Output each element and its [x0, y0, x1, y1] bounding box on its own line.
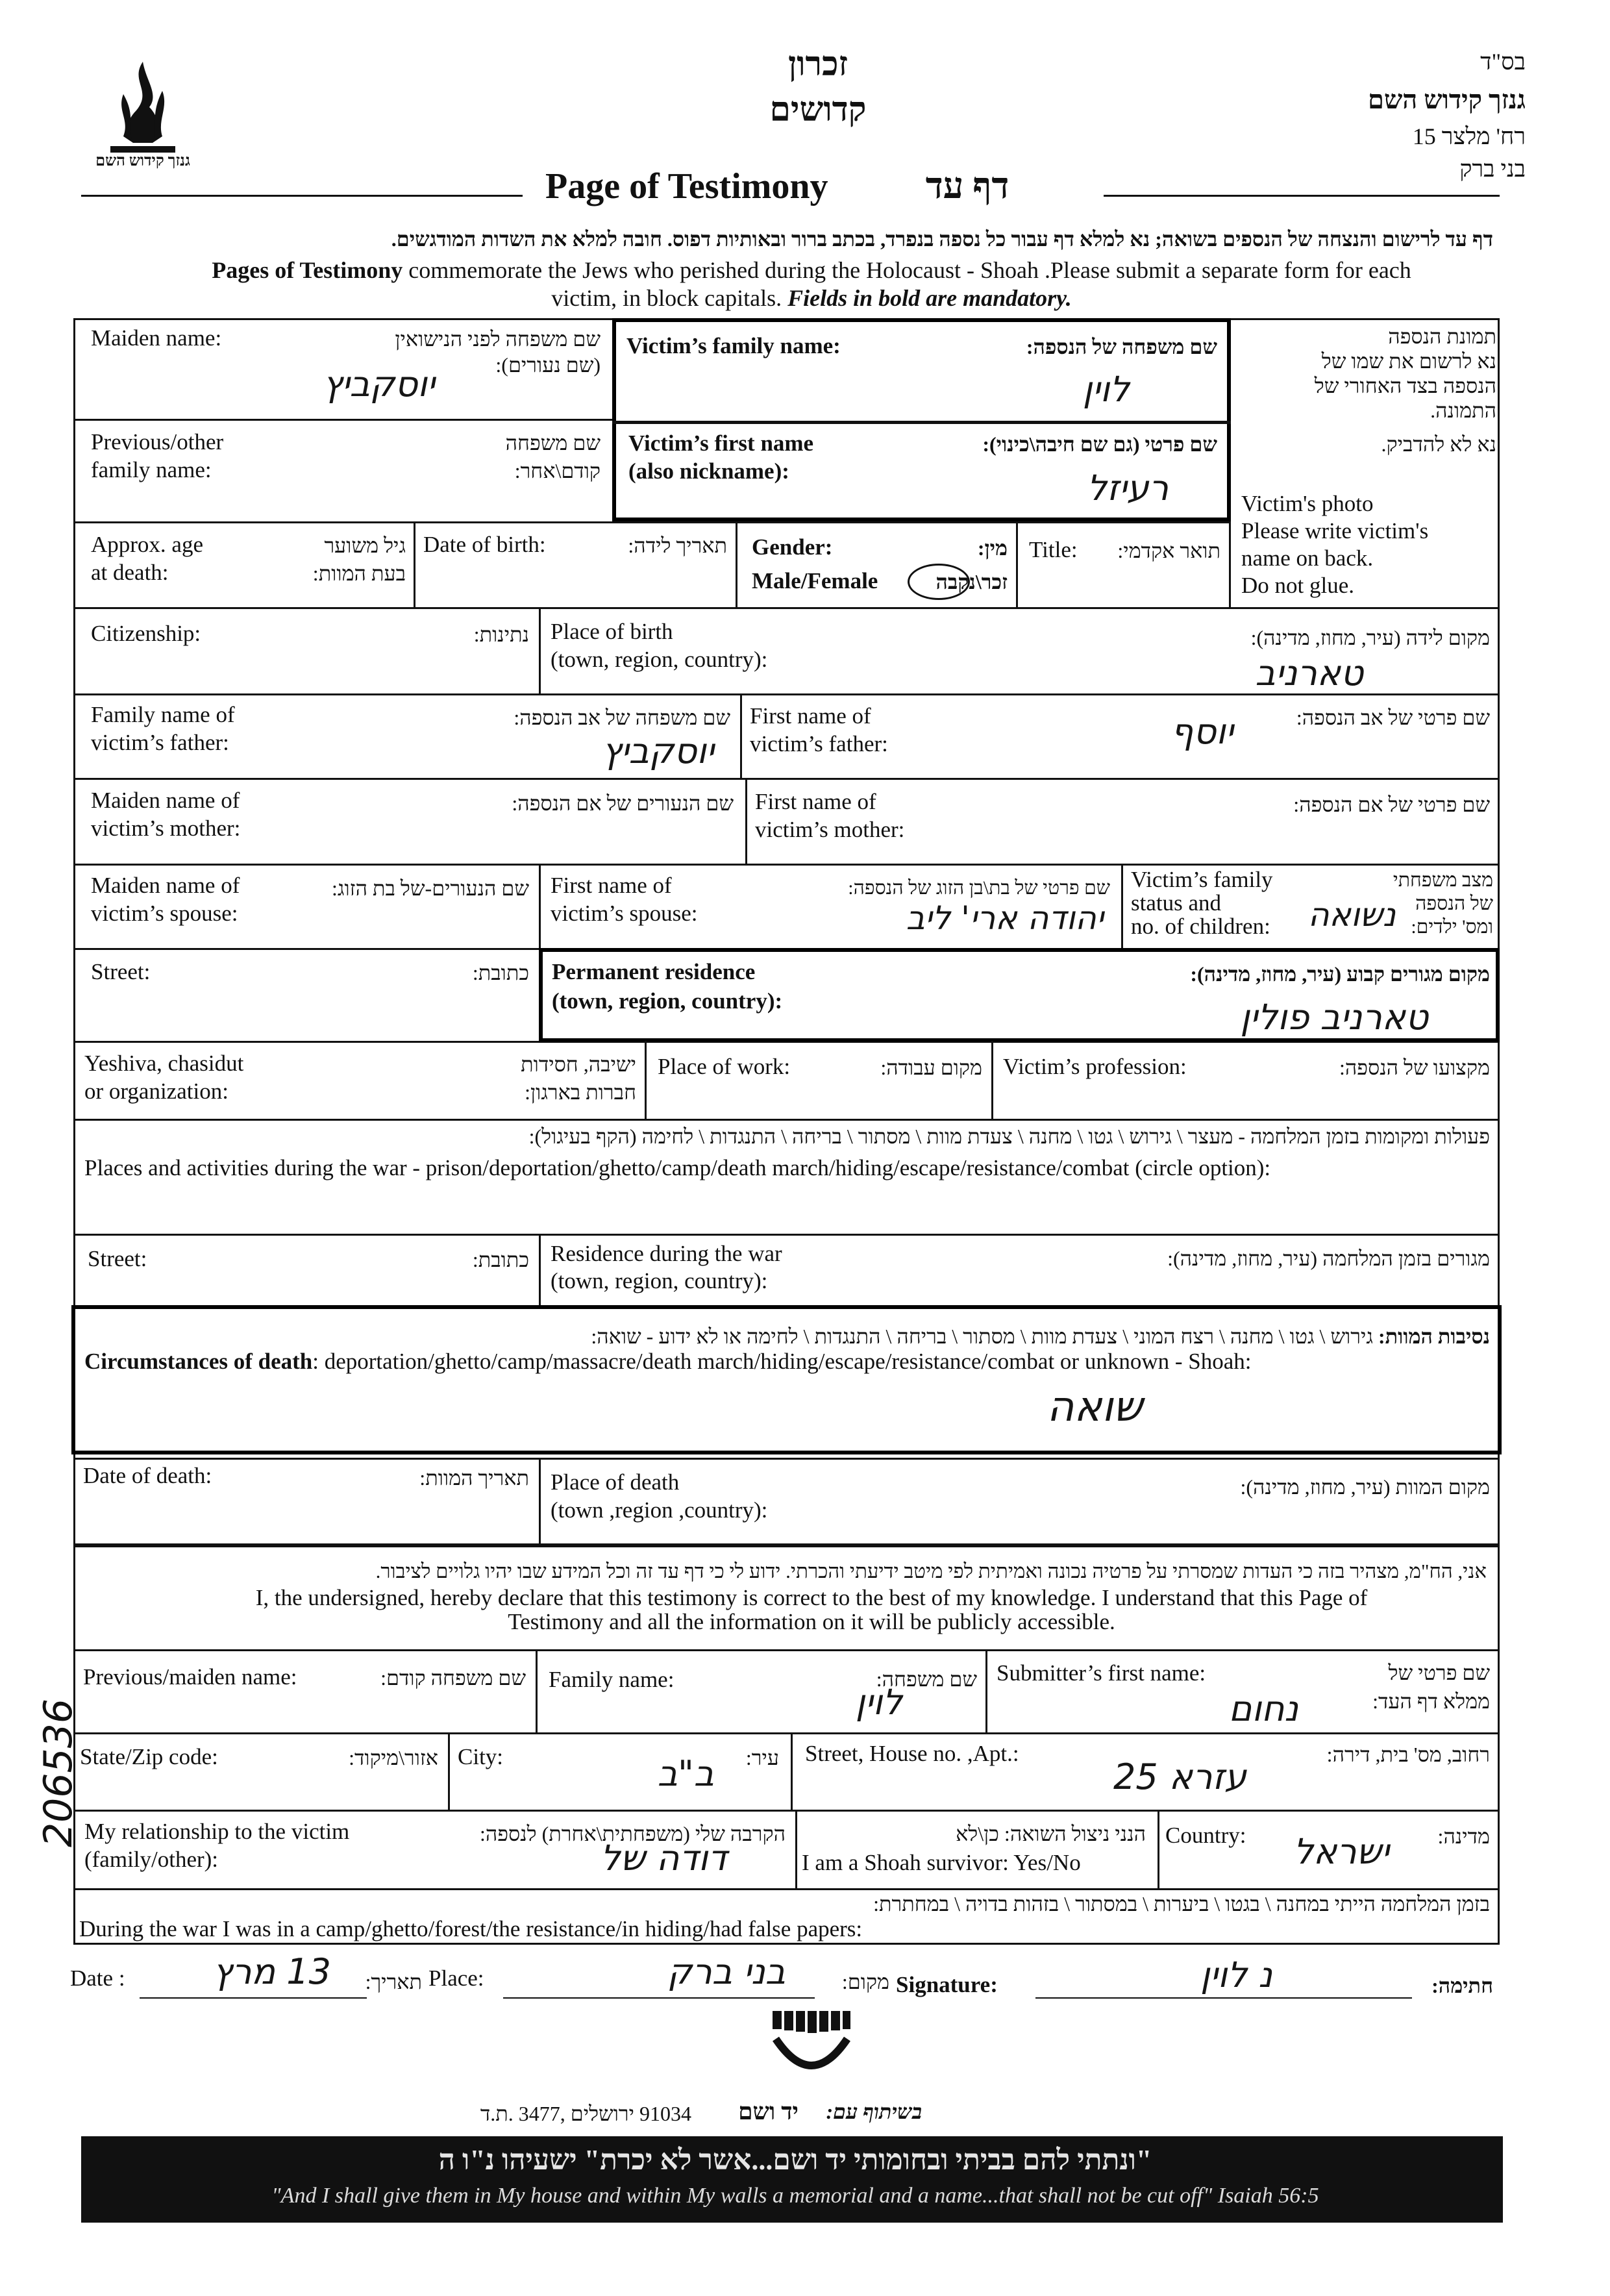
- spouse-maiden-label-he: שם הנעורים-של בת הזוג:: [332, 877, 529, 900]
- col-line: [991, 1041, 993, 1119]
- zip-label-he: אזור\מיקוד:: [349, 1746, 438, 1769]
- citizenship-label-he: נתינות:: [473, 623, 529, 646]
- address-label-he: רחוב, מס' בית, דירה:: [1326, 1743, 1490, 1766]
- col-line: [539, 1234, 541, 1305]
- intro-english-2: [65, 284, 1558, 312]
- header-zikaron: זכרון: [787, 46, 848, 83]
- row-line: [73, 1649, 1500, 1651]
- citizenship-label: Citizenship:: [91, 621, 201, 646]
- photo-note-he2: נא לרשום את שמו של: [1321, 349, 1496, 373]
- maiden-name-value[interactable]: יוסקביץ: [323, 364, 435, 405]
- activities-label: Places and activities during the war - prison/deportation/ghetto/camp/death march/hiding/escape/resistance/combat (circle option):: [84, 1155, 1271, 1180]
- perm-label-he: מקום מגורים קבוע (עיר, מחוז, מדינה):: [1190, 962, 1490, 986]
- work-label-he: מקום עבודה:: [880, 1056, 982, 1079]
- col-line: [645, 1041, 647, 1119]
- row-line: [73, 1888, 1500, 1890]
- col-line: [539, 607, 541, 693]
- father-first-label-he: שם פרטי של אב הנספה:: [1296, 706, 1490, 729]
- footer-address: 91034 ירושלים ,3477 .ת.ד: [480, 2102, 691, 2125]
- yeshiva-label-2: or organization:: [84, 1079, 229, 1104]
- circumstances-value[interactable]: שואה: [1046, 1383, 1143, 1431]
- declaration-en-1: I, the undersigned, hereby declare that this testimony is correct to the best of my knowledge. I understand that this Page of: [255, 1585, 1368, 1610]
- previous-name-label-he2: קודם\אחר:: [514, 459, 601, 482]
- col-line: [536, 1649, 538, 1732]
- street-label: Street:: [91, 959, 151, 984]
- age-label-1: Approx. age: [91, 532, 204, 557]
- archive-name: גנזך קידוש השם: [1368, 85, 1526, 114]
- father-family-value[interactable]: יוסקביץ: [602, 730, 714, 771]
- submitter-prev-label: Previous/maiden name:: [83, 1664, 297, 1690]
- photo-note-en3: name on back.: [1241, 545, 1374, 571]
- intro-mandatory-note: Fields in bold are mandatory.: [787, 285, 1072, 311]
- circumstances-label: [84, 1348, 1490, 1375]
- header-kedoshim: קדושים: [769, 92, 867, 129]
- date-value[interactable]: 13 מרץ: [212, 1951, 331, 1992]
- victim-name-divider: [612, 421, 1231, 424]
- relationship-value[interactable]: דודה של: [600, 1838, 727, 1878]
- logo-text: גנזך קידוש השם: [95, 153, 190, 169]
- submitter-family-value[interactable]: לוין: [855, 1682, 902, 1723]
- col-line: [736, 521, 737, 607]
- country-value[interactable]: ישראל: [1293, 1831, 1389, 1872]
- archive-city: בני ברק: [1459, 156, 1526, 182]
- declaration-en-2: Testimony and all the information on it will be publicly accessible.: [508, 1609, 1115, 1634]
- yadvashem-logo: [769, 2008, 854, 2086]
- relationship-label-1: My relationship to the victim: [84, 1819, 350, 1844]
- profession-label-he: מקצועו של הנספה:: [1339, 1056, 1490, 1079]
- date-label: Date :: [70, 1965, 125, 1991]
- pob-label-1: Place of birth: [551, 619, 673, 644]
- circumstances-label-he: [84, 1323, 1490, 1349]
- archive-logo: [97, 55, 188, 185]
- first-name-label-2: (also nickname):: [628, 458, 789, 484]
- age-label-2: at death:: [91, 560, 169, 585]
- family-name-value[interactable]: לוין: [1082, 369, 1130, 410]
- row-line: [73, 419, 612, 421]
- city-label: City:: [458, 1744, 504, 1769]
- col-line: [795, 1810, 797, 1888]
- banner-english: "And I shall give them in My house and within My walls a memorial and a name...that shall not be cut off" Isaiah 56:5: [271, 2184, 1319, 2208]
- relationship-label-he: הקרבה שלי (משפחתית\אחרת) לנספה:: [479, 1822, 786, 1845]
- pob-label-he: מקום לידה (עיר, מחוז, מדינה):: [1250, 626, 1490, 649]
- signature-label: Signature:: [896, 1972, 998, 1997]
- circumstances-label-rest: : deportation/ghetto/camp/massacre/death march/hiding/escape/resistance/combat or unknown - Shoah:: [312, 1349, 1252, 1374]
- status-label-1: Victim’s family: [1131, 867, 1273, 892]
- title-label-he: תואר אקדמי:: [1117, 539, 1220, 562]
- survivor-label: I am a Shoah survivor: Yes/No: [802, 1850, 1081, 1875]
- war-residence-label-2: (town, region, country):: [551, 1268, 768, 1293]
- spouse-first-label-2: victim’s spouse:: [551, 901, 698, 926]
- intro-text-1: commemorate the Jews who perished during the Holocaust - Shoah .Please submit a separate form for each: [402, 257, 1411, 283]
- yeshiva-label-1: Yeshiva, chasidut: [84, 1051, 244, 1076]
- activities-label-he: פעולות ומקומות בזמן המלחמה - מעצר \ גירוש \ גטו \ מחנה \ צעדת מוות \ מסתור \ בריחה \ התנגדות \ לחימה (הקף בעיגול):: [528, 1125, 1490, 1148]
- gender-circle-mark[interactable]: [908, 564, 970, 600]
- yeshiva-label-he2: חברות בארגון:: [525, 1080, 636, 1104]
- row-line: [73, 778, 1500, 780]
- header-bsd: בס"ד: [1480, 49, 1526, 75]
- gender-label-2: Male/Female: [752, 568, 878, 593]
- menorah-icon: [769, 2008, 854, 2086]
- gender-label-he2: זכר\נקבה: [935, 570, 1008, 593]
- camp-label-he: בזמן המלחמה הייתי במחנה \ בגטו \ ביערות \ במסתור \ בזהות בדויה \ במחתרת:: [873, 1892, 1490, 1915]
- row-line: [73, 607, 1500, 609]
- col-line: [1121, 864, 1123, 948]
- status-label-2: status and: [1131, 890, 1222, 916]
- circumstances-label-he-bold: נסיבות המוות:: [1378, 1325, 1490, 1348]
- date-label-he: תאריך:: [365, 1970, 422, 1993]
- country-label: Country:: [1165, 1823, 1246, 1848]
- archive-street: רח' מלצר 15: [1412, 123, 1526, 149]
- zip-label: State/Zip code:: [80, 1744, 218, 1769]
- war-street-label: Street:: [88, 1246, 147, 1271]
- photo-note-he1: תמונת הנספה: [1388, 325, 1496, 348]
- age-label-he1: גיל משוער: [324, 534, 406, 557]
- banner-hebrew: "ונתתי להם בביתי ובחומותי יד ושם...אשר לא יכרת" ישעיהו נ"ו ה: [438, 2144, 1152, 2176]
- street-label-he: כתובת:: [472, 961, 529, 984]
- father-first-label-2: victim’s father:: [750, 731, 888, 756]
- city-label-he: עיר:: [745, 1746, 779, 1769]
- previous-name-label-2: family name:: [91, 457, 212, 482]
- row-line: [73, 693, 1500, 695]
- col-line: [740, 693, 742, 778]
- pod-label-he: מקום המוות (עיר, מחוז, מדינה):: [1240, 1475, 1490, 1499]
- gender-label-1: Gender:: [752, 534, 833, 560]
- submitter-prev-label-he: שם משפחה קודם:: [380, 1666, 526, 1690]
- col-line: [745, 778, 747, 864]
- dod-label-he: תאריך המוות:: [419, 1466, 529, 1490]
- perm-label-1: Permanent residence: [552, 959, 756, 984]
- dob-label: Date of birth:: [423, 532, 546, 557]
- intro-hebrew: דף עד לרישום והנצחה של הנספים בשואה; נא למלא דף עבור כל נספה בנפרד, בכתב ברור ובאותיות דפוס. חובה למלא את השדות המודגשים.: [391, 227, 1493, 251]
- place-underline: [503, 1997, 815, 1999]
- place-value[interactable]: בני ברק: [667, 1951, 786, 1992]
- photo-note-en2: Please write victim's: [1241, 518, 1429, 543]
- col-line: [539, 1458, 541, 1545]
- col-line: [985, 1649, 987, 1732]
- submitter-first-label-he1: שם פרטי של: [1388, 1661, 1490, 1684]
- relationship-label-2: (family/other):: [84, 1847, 219, 1872]
- address-label: Street, House no. ,Apt.:: [805, 1741, 1019, 1766]
- signature-value[interactable]: נ לוין: [1200, 1954, 1272, 1995]
- family-name-label: Victim’s family name:: [626, 333, 841, 358]
- submitter-first-label-he2: ממלא דף העד:: [1372, 1690, 1490, 1713]
- mother-first-label-he: שם פרטי של אם הנספה:: [1293, 793, 1490, 816]
- first-name-value[interactable]: רעיזל: [1087, 468, 1169, 508]
- first-name-label-he: שם פרטי (גם שם חיבה\כינוי):: [982, 432, 1217, 456]
- war-residence-label-1: Residence during the war: [551, 1241, 782, 1266]
- war-residence-label-he: מגורים בזמן המלחמה (עיר, מחוז, מדינה):: [1167, 1247, 1490, 1270]
- city-value[interactable]: ב"ב: [657, 1753, 714, 1794]
- pob-label-2: (town, region, country):: [551, 647, 768, 672]
- spouse-first-label-he: שם פרטי של בת\בן הזוג של הנספה:: [848, 877, 1110, 899]
- page-title-hebrew: דף עד: [925, 166, 1009, 206]
- age-label-he2: בעת המוות:: [312, 562, 406, 585]
- status-label-he2: של הנספה: [1415, 893, 1493, 914]
- photo-note-en4: Do not glue.: [1241, 573, 1355, 598]
- photo-divider: [1229, 521, 1231, 607]
- dob-label-he: תאריך לידה:: [628, 534, 727, 557]
- footer-partner-label: בשיתוף עם:: [826, 2100, 922, 2123]
- status-label-3: no. of children:: [1131, 914, 1270, 939]
- photo-note-en1: Victim's photo: [1241, 491, 1374, 516]
- date-underline: [140, 1997, 367, 1999]
- col-line: [448, 1732, 450, 1810]
- intro-text-2: victim, in block capitals.: [551, 285, 788, 311]
- col-line: [414, 521, 415, 607]
- col-line: [539, 864, 541, 948]
- family-name-label-he: שם משפחה של הנספה:: [1026, 335, 1217, 358]
- maiden-name-label-he1: שם משפחה לפני הנישואין: [395, 327, 601, 351]
- dod-label: Date of death:: [83, 1463, 212, 1488]
- father-family-label-he: שם משפחה של אב הנספה:: [514, 706, 730, 729]
- address-value[interactable]: עזרא 25: [1113, 1756, 1246, 1797]
- father-first-value[interactable]: יוסף: [1170, 711, 1233, 752]
- col-line: [1016, 521, 1018, 607]
- mother-first-label-2: victim’s mother:: [755, 817, 905, 842]
- photo-note-he4: התמונה.: [1430, 399, 1496, 422]
- spouse-first-value[interactable]: יהודה ארי' ליב: [906, 899, 1104, 937]
- document-number: 206536: [36, 1698, 81, 1847]
- mother-maiden-label-he: שם הנעורים של אם הנספה:: [512, 792, 734, 815]
- previous-name-label-1: Previous/other: [91, 429, 224, 455]
- maiden-name-label-he2: (שם נעורים):: [495, 353, 601, 377]
- signature-underline: [1035, 1997, 1412, 1999]
- header-rule-left: [81, 195, 523, 197]
- intro-english-1: [65, 256, 1558, 284]
- row-line: [73, 1234, 1500, 1236]
- pod-label-1: Place of death: [551, 1469, 680, 1495]
- perm-label-2: (town, region, country):: [552, 988, 783, 1014]
- circumstances-label-he-rest: גירוש \ גטו \ מחנה \ רצח המוני \ צעדת מוות \ מסתור \ בריחה \ התנגדות \ לחימה או לא ידוע - שואה:: [591, 1325, 1378, 1348]
- declaration-he: אני, הח"מ, מצהיר בזה כי העדות שמסרתי על פרטיה נכונה ואמיתית לפי מיטב ידיעתי והכרתי. ידוע לי כי דף עד זה וכל המידע שבו יהיו גלויים לציבור.: [375, 1560, 1487, 1582]
- pod-label-2: (town ,region ,country):: [551, 1497, 768, 1523]
- footer-yadvashem: יד ושם: [738, 2099, 799, 2125]
- first-name-label-1: Victim’s first name: [628, 430, 814, 456]
- signature-label-he: חתימה:: [1431, 1974, 1493, 1997]
- mother-first-label-1: First name of: [755, 789, 876, 814]
- father-family-label-1: Family name of: [91, 702, 235, 727]
- row-line: [73, 1119, 1500, 1121]
- perm-value[interactable]: טארניב פולין: [1240, 997, 1428, 1038]
- place-label-he: מקום:: [841, 1970, 889, 1993]
- page-title: Page of Testimony: [545, 166, 828, 206]
- mother-maiden-label-2: victim’s mother:: [91, 816, 241, 841]
- submitter-first-value[interactable]: נחום: [1228, 1688, 1298, 1729]
- previous-name-label-he1: שם משפחה: [505, 431, 601, 455]
- status-value[interactable]: נשואה: [1307, 896, 1396, 934]
- country-label-he: מדינה:: [1437, 1825, 1490, 1848]
- row-line: [73, 521, 1229, 523]
- spouse-maiden-label-2: victim’s spouse:: [91, 901, 238, 926]
- row-line: [73, 1732, 1500, 1734]
- gender-label-he1: מין:: [977, 536, 1008, 560]
- title-label: Title:: [1029, 537, 1078, 562]
- submitter-family-label-he: שם משפחה:: [876, 1667, 977, 1691]
- camp-label: During the war I was in a camp/ghetto/forest/the resistance/in hiding/had false papers:: [79, 1916, 863, 1941]
- survivor-label-he: הנני ניצול השואה: כן\לא: [956, 1822, 1146, 1845]
- father-first-label-1: First name of: [750, 703, 871, 729]
- status-label-he3: ומס' ילדים:: [1411, 916, 1493, 938]
- submitter-first-label: Submitter’s first name:: [997, 1660, 1206, 1686]
- father-family-label-2: victim’s father:: [91, 730, 229, 755]
- header-rule-right: [1104, 195, 1500, 197]
- place-label: Place:: [428, 1965, 484, 1991]
- spouse-first-label-1: First name of: [551, 873, 672, 898]
- photo-note-he3: הנספה בצד האחורי של: [1314, 374, 1496, 397]
- col-line: [791, 1732, 793, 1810]
- work-label: Place of work:: [658, 1054, 791, 1079]
- row-line: [73, 1458, 1500, 1460]
- submitter-family-label: Family name:: [549, 1667, 675, 1692]
- circumstances-label-bold: Circumstances of death: [84, 1349, 313, 1374]
- intro-bold-lead: Pages of Testimony: [212, 257, 403, 283]
- spouse-maiden-label-1: Maiden name of: [91, 873, 240, 898]
- war-street-label-he: כתובת:: [472, 1248, 529, 1271]
- maiden-name-label: Maiden name:: [91, 325, 222, 351]
- mother-maiden-label-1: Maiden name of: [91, 788, 240, 813]
- row-line: [73, 864, 1500, 866]
- row-line: [73, 1810, 1500, 1812]
- photo-note-he5: נא לא להדביק.: [1381, 432, 1496, 456]
- profession-label: Victim’s profession:: [1003, 1054, 1187, 1079]
- col-line: [1158, 1810, 1159, 1888]
- yeshiva-label-he1: ישיבה, חסידות: [521, 1053, 636, 1076]
- pob-value[interactable]: טארניב: [1255, 653, 1363, 693]
- status-label-he1: מצב משפחתי: [1393, 869, 1493, 891]
